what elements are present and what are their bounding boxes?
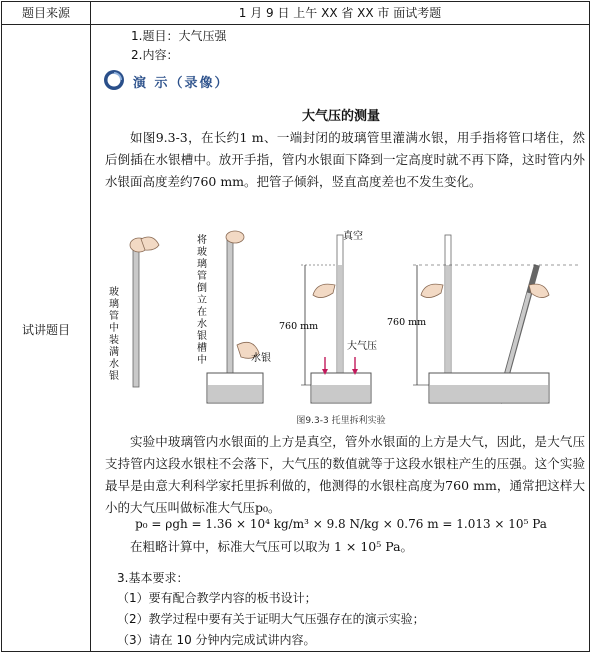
label-mercury: 水银 [251, 353, 271, 364]
torricelli-figure [99, 225, 579, 423]
figure-tube-filled [130, 237, 159, 387]
section-title: 大气压的测量 [301, 109, 380, 124]
requirement-item: （2）教学过程中要有关于证明大气压强存在的演示实验； [117, 612, 425, 626]
paragraph-3: 在粗略计算中，标准大气压可以取为 1 × 10⁵ Pa。 [130, 539, 414, 554]
label-atm: 大气压 [347, 341, 377, 352]
requirement-item: （3）请在 10 分钟内完成试讲内容。 [117, 633, 316, 647]
figure-tube-tilted [413, 235, 579, 403]
row-label: 试讲题目 [21, 323, 70, 337]
figure-tube-inverting [207, 231, 263, 403]
label-760-a: 760 mm [279, 321, 319, 332]
content-label: 2.内容： [131, 48, 179, 62]
figure-caption: 图9.3-3 托里拆利实验 [296, 416, 386, 426]
paragraph-1: 如图9.3-3，在长约1 m、一端封闭的玻璃管里灌满水银，用手指将管口堵住，然后倒插在水银槽中。放开手指，管内水银面下降到一定高度时就不再下降，这时管内外水银面高度差约760 mm。把管子倾斜，竖直高度差也不发生变化。 [105, 130, 585, 189]
formula: p₀ = ρgh = 1.36 × 10⁴ kg/m³ × 9.8 N/kg × 0.76 m = 1.013 × 10⁵ Pa [135, 517, 547, 531]
content-cell [91, 25, 589, 651]
paragraph-2: 实验中玻璃管内水银面的上方是真空，管外水银面的上方是大气，因此，是大气压支持管内这段水银柱不会落下，大气压的数值就等于这段水银柱产生的压强。这个实验最早是由意大利科学家托里拆利做的，他测得的水银柱高度为760 mm，通常把这样大小的大气压叫做标准大气压p₀。 [105, 434, 585, 515]
header-source-label: 题目来源 [21, 6, 70, 20]
label-mid: 将玻璃管倒立在水银槽中 [197, 235, 207, 366]
label-760-b: 760 mm [387, 317, 427, 328]
header-exam-info: 1 月 9 日 上午 XX 省 XX 市 面试考题 [238, 6, 442, 20]
figure-tube-vertical [301, 235, 371, 403]
demo-label: 演 示（录像） [133, 76, 230, 91]
label-left: 玻璃管中装满水银 [109, 287, 119, 382]
label-vacuum: 真空 [343, 231, 363, 242]
requirements-title: 3.基本要求： [117, 571, 189, 585]
exam-table [1, 1, 590, 652]
topic-line: 1.题目：大气压强 [131, 29, 227, 43]
requirement-item: （1）要有配合教学内容的板书设计； [117, 591, 317, 605]
play-demo-icon [103, 69, 125, 91]
